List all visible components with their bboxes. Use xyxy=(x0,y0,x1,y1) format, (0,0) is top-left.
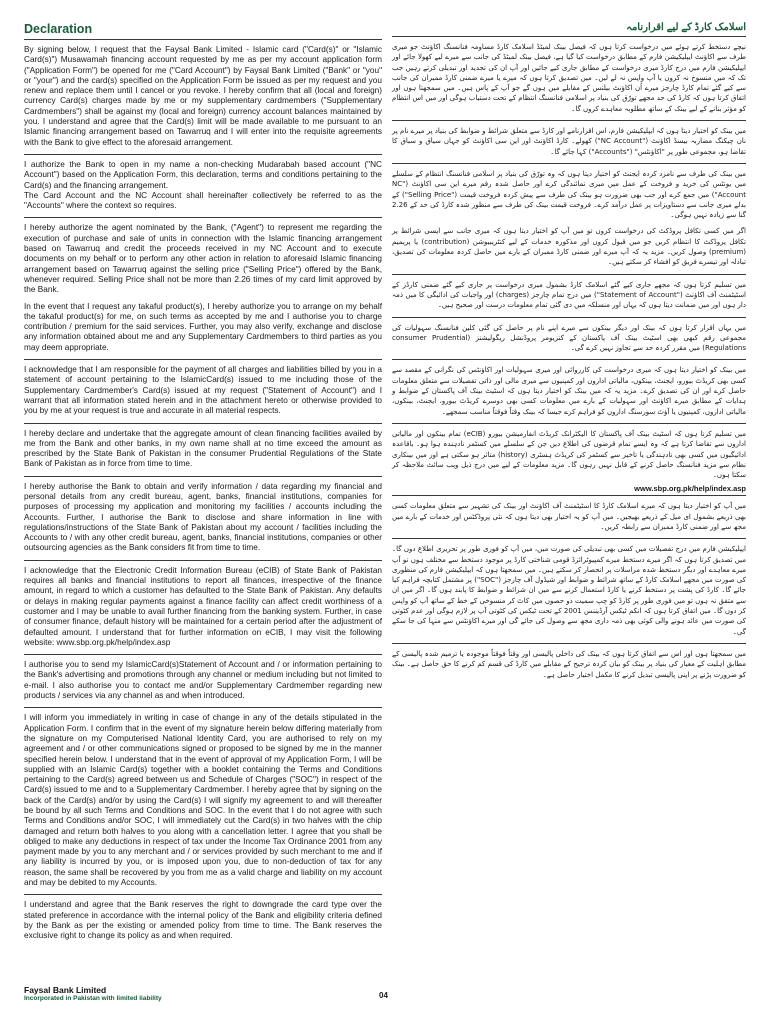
divider xyxy=(24,476,382,477)
declaration-paragraph-11: I understand and agree that the Bank reserves the right to downgrade the card type over the stated preference in accordance with the internal policy of the Bank and eligibility criteria defined by the Bank as per the existing or amended policy from time to time. The Bank reserves the exclusive right to change its policy as and when required. xyxy=(24,900,382,941)
urdu-paragraph-6: میں یہاں اقرار کرتا ہوں کہ بینک اور دیگر بینکوں سے میرے اپنے نام پر حاصل کی گئی کلین فنانسنگ سہولیات کی مجموعی رقم کبھی بھی اسٹیٹ بینک آف پاکستان کے کنزیومر پروڈنشل ریگولیشنز (consumer Prudential Regulations) میں مقرر کردہ حد سے تجاوز نہیں کرے گی۔ xyxy=(392,323,746,353)
divider xyxy=(24,654,382,655)
divider xyxy=(24,894,382,895)
divider xyxy=(392,317,746,318)
urdu-paragraph-1: نیچے دستخط کرتے ہوئے میں درخواست کرتا ہوں کہ فیصل بینک لمیٹڈ اسلامک کارڈ مساومہ فنانسنگ اکاؤنٹ جو میری طرف سے اکاؤنٹ ایپلیکیشن فارم کے مطابق درخواست کیا گیا ہے، فیصل بینک لمیٹڈ کی جانب سے میرے لیے کھولا جائے اور ایپلیکیشن فارم میں درج کارڈ میری درخواست کے مطابق جاری کیے جائیں اور آپ ان کی تجدید اور تبدیلی کرتے رہیں جب تک کہ میں منسوخ نہ کروں یا آپ واپس نہ لے لیں۔ میں تصدیق کرتا ہوں کہ میرے یا میرے ضمنی کارڈ ممبران کی جانب سے کیے گئے تمام کارڈ چارجز میرے اُن اکاؤنٹ بیلنس کے مقابلے میں ہوں گے جو آپ کے پاس ہیں۔ میں سمجھتا ہوں اور اتفاق کرتا ہوں کہ کارڈ کی حد مجھے تورّق کی بنیاد پر اسلامی فنانسنگ انتظام کے تحت دستیاب ہوگی اور میں اس انتظام کو مؤثر بنانے کے لیے بینک کے ساتھ مطلوبہ معاہدے کروں گا۔ xyxy=(392,43,746,113)
english-column xyxy=(24,22,382,946)
urdu-paragraph-8: میں تسلیم کرتا ہوں کہ اسٹیٹ بینک آف پاکستان کا الیکٹرانک کریڈٹ انفارمیشن بیورو (eCIB) تمام بینکوں اور مالیاتی اداروں سے تقاضا کرتا ہے کہ وہ ایسے تمام قرضوں کی اطلاع دیں جن کے سلسلے میں کسٹمر نادہندہ ہوا ہو۔ باقاعدہ ادائیگیوں میں کسی بھی نادہندگی یا تاخیر سے کسٹمر کی کریڈٹ ہسٹری (history) متاثر ہو سکتی ہے اور میں بینکاری نظام سے مزید فنانسنگ حاصل کرنے کے قابل نہیں رہوں گا۔ مزید معلومات کے لیے میں درج ذیل ویب سائٹ ملاحظہ کر سکتا ہوں۔ xyxy=(392,429,746,480)
divider xyxy=(392,359,746,360)
footer-incorporation: Incorporated in Pakistan with limited liability xyxy=(24,995,162,1002)
declaration-paragraph-2: I authorize the Bank to open in my name a non-checking Mudarabah based account ("NC Account") based on the Application Form, this declaration, terms and conditions pertaining to the Card(s) and the financing arrangement. The Card Account and the NC Account shall hereinafter collectively be referred to as the "Accounts" where the context so requires. xyxy=(24,159,382,211)
footer-brand: Faysal Bank Limited xyxy=(24,985,107,995)
declaration-paragraph-1: By signing below, I request that the Faysal Bank Limited - Islamic card ("Card(s)" or "Islamic Card(s)") Musawamah financing account requested by me as per my account application form ("Application Form") be opened for me ("Card Account") by Faysal Bank Limited ("Bank" or "you" or "your") and the card(s) specified on the Application Form be issued as per my request and you renew and replace them until I cancel or you revoke. I hereby confirm that all (local and foreign) currency Card(s) charges made by me or my supplementary cardmembers ("Supplementary Cardmembers") shall be against my (local and foreign) currency account balances maintained by you. I understand and agree that the Card(s) limit will be made available to me pursuant to an Islamic financing arrangement based on Tawarruq and I will enter into the requisite agreements with the Bank to give effect to the aforesaid arrangement. xyxy=(24,45,382,147)
urdu-paragraph-7: میں بینک کو اختیار دیتا ہوں کہ میری درخواست کی کارروائی اور میری سہولیات اور اکاؤنٹس کی نگرانی کے مقصد سے کسی بھی کریڈٹ بیورو، ایجنٹ، بینکوں، مالیاتی اداروں اور کمپنیوں سے میری مالی اور ذاتی تفصیلات سے متعلق معلومات حاصل کرے اور ان کی تصدیق کرے۔ مزید یہ کہ میں بینک کو اختیار دیتا ہوں کہ اسٹیٹ بینک آف پاکستان کے ضوابط و ہدایات کے مطابق میرے اکاؤنٹ اور سہولیات کے بارے میں معلومات کسی بھی دوسرے کریڈٹ بیورو، ایجنٹ، بینکوں، مالیاتی اداروں، کمپنیوں یا آؤٹ سورسنگ اداروں کو فراہم کرے جیسا کہ بینک وقتاً فوقتاً مناسب سمجھے۔ xyxy=(392,366,746,416)
urdu-paragraph-5: میں تسلیم کرتا ہوں کہ مجھے جاری کیے گئے اسلامک کارڈ بشمول میری درخواست پر جاری کیے گئے ضمنی کارڈز کے اسٹیٹمنٹ آف اکاؤنٹ ("Statement of Account") میں درج تمام چارجز (charges) اور واجبات کی ادائیگی کا میں ذمہ دار ہوں اور میں ضمانت دیتا ہوں کہ یہاں اور منسلکہ میں دی گئی تمام معلومات درست اور صحیح ہیں۔ xyxy=(392,280,747,310)
declaration-paragraph-5: I acknowledge that I am responsible for the payment of all charges and liabilities billed by you in a statement of account pertaining to the IslamicCard(s) issued to me including those of the Supplementary Cardmember's Card(s) issued at my request ("Statement of Account") and I warrant that all information stated herein and in the attachment hereto or otherwise provided to you by me at your request is true and accurate in all material respects. xyxy=(24,365,382,416)
divider xyxy=(24,359,382,360)
urdu-paragraph-10: ایپلیکیشن فارم میں درج تفصیلات میں کسی بھی تبدیلی کی صورت میں، میں آپ کو فوری طور پر تحریری اطلاع دوں گا۔ میں تصدیق کرتا ہوں کہ اگر میرے دستخط میرے کمپیوٹرائزڈ قومی شناختی کارڈ پر موجود دستخط سے مختلف ہوں تو آپ میرے معاہدے اور دیگر دستخط شدہ مراسلات پر انحصار کر سکتے ہیں۔ میں سمجھتا ہوں کہ ایپلیکیشن فارم کی منظوری کی صورت میں مجھے اسلامک کارڈ کے ساتھ شرائط و ضوابط اور شیڈول آف چارجز ("SOC") پر مشتمل کتابچہ فراہم کیا جائے گا۔ کارڈ کی پشت پر دستخط کرنے یا کارڈ استعمال کرنے سے میں ان شرائط و ضوابط کا پابند ہوں گا۔ اگر میں ان سے متفق نہ ہوں تو میں فوری طور پر کارڈ کو چپ سمیت دو حصوں میں کاٹ کر منسوخی کے خط کے ساتھ آپ کو واپس کر دوں گا۔ میں اتفاق کرتا ہوں کہ انکم ٹیکس آرڈیننس 2001 کے تحت ٹیکس کی کٹوتی آپ پر لازم ہوگی اور عدم کٹوتی کی صورت میں عائد ہونے والی کوئی بھی ذمہ داری مجھ سے وصول کی جائے گی اور میرے اکاؤنٹس سے منہا کی جا سکے گی۔ xyxy=(392,545,746,636)
urdu-paragraph-2: میں بینک کو اختیار دیتا ہوں کہ ایپلیکیشن فارم، اس اقرارنامے اور کارڈ سے متعلق شرائط و ضوابط کی بنیاد پر میرے نام پر نان چیکنگ مضاربہ بیسڈ اکاؤنٹ ("NC Account") کھولے۔ کارڈ اکاؤنٹ اور این سی اکاؤنٹ کو جہاں سیاق و سباق کا تقاضا ہو، مجموعی طور پر "اکاؤنٹس" ("Accounts") کہا جائے گا۔ xyxy=(392,127,746,156)
urdu-paragraph-9: میں آپ کو اختیار دیتا ہوں کہ میرے اسلامک کارڈ کا اسٹیٹمنٹ آف اکاؤنٹ اور بینک کی تشہیر سے متعلق معلومات کسی بھی ذریعے بشمول ای میل کے ذریعے بھیجیں۔ میں آپ کو یہ اختیار بھی دیتا ہوں کہ نئی پروڈکٹس اور خدمات کے بارے میں مجھ سے اور ضمنی کارڈ ممبران سے رابطہ کریں۔ xyxy=(392,502,746,531)
urdu-column xyxy=(392,22,746,684)
divider xyxy=(392,423,746,424)
divider xyxy=(392,643,746,644)
urdu-declaration-title: اسلامک کارڈ کے لیے اقرارنامہ xyxy=(626,22,746,33)
declaration-paragraph-7: I hereby authorise the Bank to obtain and verify information / data regarding my financial and personal details from any credit bureau, agent, banks, financial institutions, companies for purposes of processing my application and monitoring my facilities / accounts including the Accounts. Further, I authorise the Bank to disclose and share information in line with regulations/instructions of the State Bank of Pakistan about my account / facilities including the Accounts to / with any other credit bureau, agent, banks, financial institutions, companies or other outsourcing agencies as the Bank considers fit from time to time. xyxy=(24,481,382,553)
divider xyxy=(392,274,746,275)
divider xyxy=(24,560,382,561)
divider xyxy=(24,707,382,708)
ecib-url: www.sbp.org.pk/help/index.asp xyxy=(634,484,746,494)
divider xyxy=(392,120,746,121)
urdu-paragraph-3: میں بینک کی طرف سے نامزد کردہ ایجنٹ کو اختیار دیتا ہوں کہ وہ تورّق کی بنیاد پر اسلامی فنانسنگ انتظام کے سلسلے میں یونٹس کی خرید و فروخت کے عمل میں میری نمائندگی کرے اور حاصل شدہ رقم میرے این سی اکاؤنٹ ("NC Account") میں جمع کرے اور جب بھی ضرورت ہو بینک کی طرف سے پیش کردہ فروخت قیمت ("Selling Price") کے بدلے میری جانب سے دستاویزات پر عمل درآمد کرے۔ فروخت قیمت بینک کی طرف سے منظور شدہ کارڈ کی حد کے 2.26 گنا سے زیادہ نہیں ہوگی۔ xyxy=(392,169,746,220)
divider xyxy=(24,39,382,40)
divider xyxy=(392,163,746,164)
page-footer xyxy=(24,985,746,1002)
divider xyxy=(392,36,746,37)
divider xyxy=(392,538,746,539)
declaration-paragraph-10: I will inform you immediately in writing in case of change in any of the details stipulated in the Application Form. I confirm that in the event of my signature herein below differing materially from the signature on my Computerised National Identity Card, you are authorised to rely on my agreement and / or other communications signed or proposed to be signed by me in the manner specified herein below. I understand that in the event of approval of my Application Form, I will be supplied with an Islamic Card(s) together with a booklet containing the Terms and Conditions pertaining to the Card(s) agreed between us and Schedule of Charges ("SOC") in respect of the Card(s) issued to me and to a Supplementary Cardmember. I hereby agree that by signing on the back of the Card(s) and/or by using the Card(s) I will signify my agreement to and will thereafter be bound by all such Terms and Conditions and SOC. In the event that I do not agree with such Terms and Conditions and/or SOC, I will immediately cut the Card(s) in two halves with the chip damaged and return both halves to you along with a cancellation letter. I agree that you shall be obliged to make any deductions in respect of tax under the Income Tax Ordinance 2001 from any payment made by you to any merchant and / or services provided by such merchant to me and if any liability is incurred by you, or is imposed upon you, due to non-deduction of tax for any reason, the same shall be recovered by you from me as a valid charge and liability on my account and may be debited to my Accounts. xyxy=(24,713,382,888)
declaration-paragraph-3: I hereby authorize the agent nominated by the Bank, ("Agent") to represent me regarding the execution of purchase and sale of units in connection with the Islamic financing arrangement based on Tawarruq and credit the proceeds received in my NC Account and to execute documents on my behalf or to perform any other action in relation to aforesaid Islamic financing arrangement based on Tawarruq against the selling price ("Selling Price") offered by the Bank, whenever required. Selling Price shall not be more than 2.26 times of my card limit approved by the Bank. xyxy=(24,223,382,295)
urdu-paragraph-4: اگر میں کسی تکافل پروڈکٹ کی درخواست کروں تو میں آپ کو اختیار دیتا ہوں کہ میری جانب سے ایسی شرائط پر تکافل پروڈکٹ کا انتظام کریں جو میں قبول کروں اور مذکورہ خدمات کے لیے کنٹریبیوشن (contribution) یا پریمیم (premium) وصول کریں۔ مزید یہ کہ آپ میرے اور ضمنی کارڈ ممبران کے بارے میں حاصل کردہ معلومات کی تصدیق، تبادلہ اور تیسرے فریق کو افشاء کر سکتے ہیں۔ xyxy=(392,227,746,267)
declaration-title: Declaration xyxy=(24,22,93,36)
divider xyxy=(24,423,382,424)
declaration-paragraph-9: I authorise you to send my IslamicCard(s)Statement of Account and / or information pertaining to the Bank's advertising and promotions through any channel or medium including but not limited to e-mail. I also authorise you to contact me and/or Supplementary Cardmember regarding new products / services via any channel as and when introduced. xyxy=(24,660,382,701)
divider xyxy=(24,154,382,155)
divider xyxy=(24,217,382,218)
urdu-paragraph-11: میں سمجھتا ہوں اور اس سے اتفاق کرتا ہوں کہ بینک کی داخلی پالیسی اور وقتاً فوقتاً موجودہ یا ترمیم شدہ پالیسی کے مطابق اہلیت کے معیار کی بنیاد پر بینک کو بیان کردہ ترجیح کے مقابلے میں کارڈ کی قسم کم کرنے کا حق حاصل ہے۔ بینک کو ضرورت پڑنے پر اپنی پالیسی تبدیل کرنے کا مکمل اختیار حاصل ہے۔ xyxy=(392,649,746,679)
page-number: 04 xyxy=(379,991,388,1000)
declaration-paragraph-4: In the event that I request any takaful product(s), I hereby authorize you to arrange on my behalf the takaful product(s) for me, on such terms as accepted by me and I authorise you to charge contribution / premium for the said services. Further, you may also verify, exchange and disclose any information obtained about me and any Supplementary Cardmembers to third parties as you may deem appropriate. xyxy=(24,301,382,352)
divider xyxy=(392,495,746,496)
declaration-paragraph-8: I acknowledge that the Electronic Credit Information Bureau (eCIB) of State Bank of Pakistan requires all banks and financial institutions to report all finances, irrespective of the finance amount, in regard to which a customer has defaulted to the State Bank of Pakistan. Any defaults or delays in making regular payments against a finance facility can affect credit worthiness of a customer and I may be unable to avail further financing from the banking system. Further, in case of consumer finance, default history will be maintained for a certain period after the adjustment of defaulted amount. I understand that for further information on eCIB, I may visit the following website: www.sbp.org.pk/help/index.asp xyxy=(24,565,382,647)
declaration-paragraph-6: I hereby declare and undertake that the aggregate amount of clean financing facilities availed by me from the Bank and other banks, in my own name shall at no time exceed the amount as prescribed by the State Bank of Pakistan in the consumer Prudential Regulations of the State Bank of Pakistan as in force from time to time. xyxy=(24,428,382,469)
